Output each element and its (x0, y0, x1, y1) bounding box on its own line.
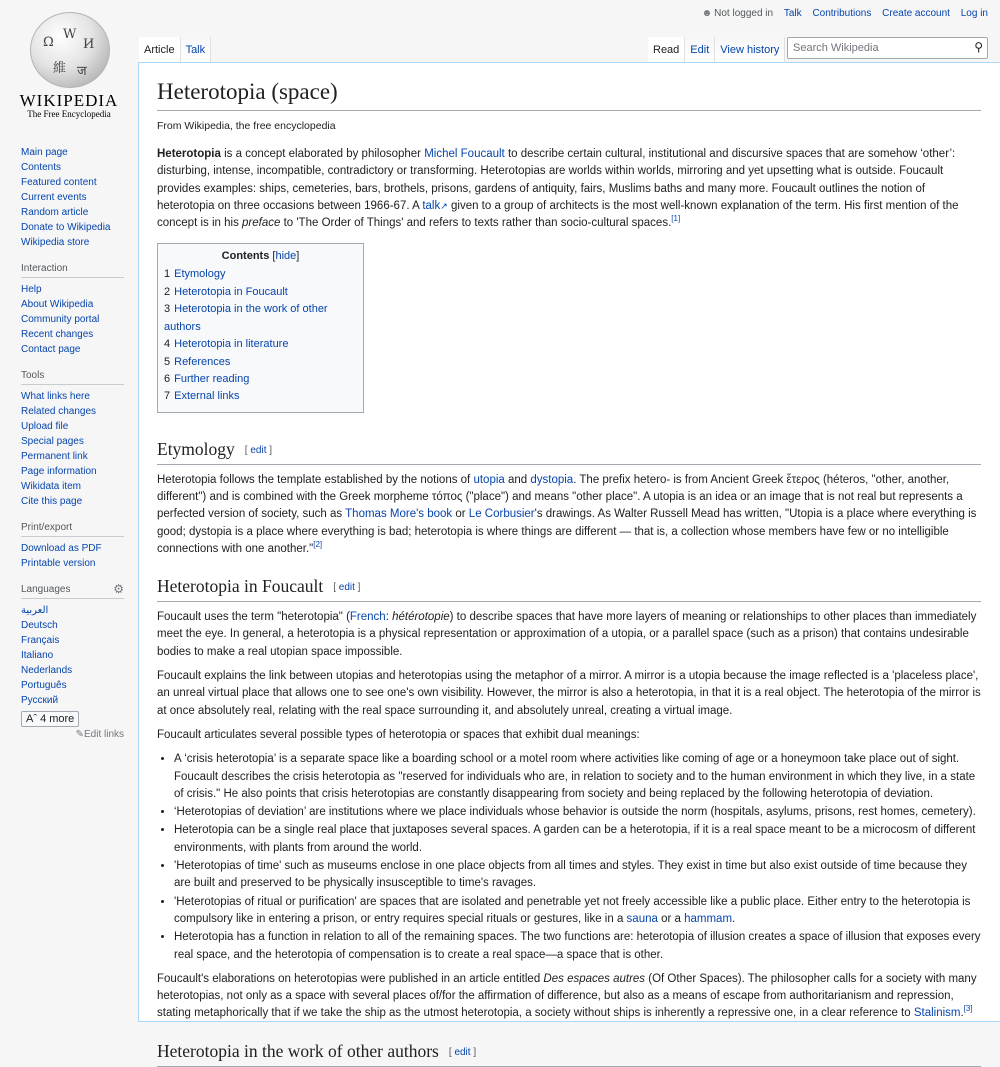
sidebar-language-link[interactable]: العربية (21, 605, 49, 616)
michel-foucault-link[interactable]: Michel Foucault (424, 148, 505, 160)
reference-2[interactable]: [2] (313, 540, 323, 550)
site-subtitle: From Wikipedia, the free encyclopedia (157, 120, 336, 132)
toc-item[interactable] (164, 354, 357, 371)
sidebar-language-item (21, 633, 124, 648)
foucault-paragraph-4 (157, 971, 981, 1023)
foucault-paragraph-3: Foucault articulates several possible types of heterotopia or spaces that exhibit dual meanings: (157, 728, 640, 741)
edit-links[interactable] (21, 729, 124, 740)
sidebar-nav-link[interactable]: Main page (21, 147, 68, 158)
sidebar-tools-link[interactable]: What links here (21, 391, 90, 402)
namespace-tabs (139, 37, 211, 62)
sidebar-tools-link[interactable]: Wikidata item (21, 481, 82, 492)
sidebar-language-link[interactable]: Deutsch (21, 620, 58, 631)
sidebar-nav-item (21, 145, 124, 160)
text: to 'The Order of Things' and refers to texts rather than socio-cultural spaces. (280, 217, 672, 230)
sidebar-print-item (21, 556, 124, 571)
reference-1[interactable]: [1] (671, 214, 681, 224)
edit-other-authors-link[interactable]: edit (454, 1046, 471, 1058)
le-corbusier-link[interactable]: Le Corbusier (468, 508, 535, 521)
sidebar-tools-item (21, 419, 124, 434)
text: given to a group of architects is the most well-known explanation of the term. His first mention of the concept is in his (157, 199, 959, 230)
sidebar-interaction-item (21, 282, 124, 297)
toc-link[interactable]: Heterotopia in literature (174, 338, 289, 351)
search-box (787, 37, 988, 59)
sidebar-nav-link[interactable]: Random article (21, 207, 89, 218)
talk-link[interactable]: Talk (783, 8, 802, 19)
sidebar-interaction-item (21, 312, 124, 327)
dystopia-link[interactable]: dystopia (530, 473, 574, 486)
toc-number: 3 (164, 303, 171, 316)
search-input[interactable] (788, 38, 963, 58)
text: to describe certain cultural, institutional and discursive spaces that are somehow ‘other’: disturbing, intense, incompatible, contradictory or transforming. Heterotopias are worlds within worlds, mirroring and yet upsetting what is outside. Foucault provides examples: ships, cemeteries, bars, brothels, prisons, gardens of antiquity, fairs, Muslims baths and many more. Foucault outlines the notion of heterotopia on three occasions between 1966-67. A (157, 148, 956, 212)
tools-heading: Tools (21, 370, 124, 385)
tab-read[interactable]: Read (648, 37, 685, 62)
languages-heading-label: Languages (21, 584, 71, 595)
text-italic: hétérotopie (392, 611, 450, 624)
sidebar-tools-link[interactable]: Permanent link (21, 451, 88, 462)
text: is a concept elaborated by philosopher (220, 148, 425, 160)
text: . The prefix hetero- is from Ancient Greek ἕτερος (héteros, "other, another, different") and is combined with the Greek morpheme τόπος ("place") and means "other place". A utopia is an idea or an image that is not real but represents a perfected version of society, such as (157, 473, 963, 521)
text: ) to describe spaces that have more layers of meaning or relationships to other places than immediately meet the eye. In general, a heterotopia is a physical representation or approximation of a utopia, or a parallel space (such as a prison) that contains undesirable bodies to make a real utopian space impossible. (157, 611, 977, 658)
sauna-link[interactable]: sauna (626, 912, 658, 925)
main-content (138, 62, 1000, 1061)
tab-view-history[interactable]: View history (715, 37, 785, 62)
edit-links-label: Edit links (83, 729, 124, 740)
text: (Of Other Spaces). The philosopher calls for a society with many heterotopias, not only as a space with several places of/for the affirmation of difference, but also as a means of escape from authoritarianism and repression, stating metaphorically that if we take the ship as the utmost heterotopia, a society without ships is inherently a repressive one, in a clear reference to (157, 972, 977, 1020)
toc-item[interactable] (164, 388, 357, 405)
sidebar-tools-item (21, 389, 124, 404)
sidebar-tools-item (21, 434, 124, 449)
view-tabs (648, 37, 785, 62)
sidebar-language-link[interactable]: Português (21, 680, 67, 691)
not-logged-in-text: Not logged in (714, 8, 774, 19)
sidebar-print-link[interactable]: Download as PDF (21, 543, 102, 554)
text: or (452, 508, 469, 521)
list-item: • Heterotopia can be a single real place that juxtaposes several spaces. A garden can be a heterotopia, if it is a real space meant to be a microcosm of different environments, with plants from around the world. (174, 822, 981, 857)
toc-link[interactable]: External links (174, 390, 240, 403)
toc-item[interactable] (164, 336, 357, 353)
section-heading-foucault (157, 575, 981, 602)
sidebar-tools-item (21, 449, 124, 464)
sidebar-nav-link[interactable]: Current events (21, 192, 87, 203)
reference-3[interactable]: [3] (963, 1004, 973, 1014)
table-of-contents (157, 243, 364, 412)
sidebar-nav-item (21, 235, 124, 250)
sidebar-tools-link[interactable]: Page information (21, 466, 97, 477)
toc-item[interactable] (164, 284, 357, 301)
sidebar-language-item (21, 603, 124, 618)
logo-tagline: The Free Encyclopedia (27, 109, 111, 119)
hammam-link[interactable]: hammam (684, 912, 733, 925)
more-languages-label: 4 more (40, 713, 75, 725)
more-languages-button[interactable] (21, 711, 79, 727)
sidebar-language-link[interactable]: Nederlands (21, 665, 73, 676)
heading-label: Etymology (157, 438, 235, 459)
sidebar-language-link[interactable]: Italiano (21, 650, 54, 661)
navigation-portal (21, 145, 124, 250)
sidebar-language-link[interactable]: Русский (21, 695, 59, 706)
text-italic: Des espaces autres (543, 972, 646, 985)
text: 's drawings. As Walter Russell Mead has written, "Utopia is a place where everything is good; dystopia is a place where everything is bad; heterotopia is where things are different — that is, a collection whose members have few or no intelligible connections with one another." (157, 508, 977, 555)
text-italic: preface (242, 217, 281, 230)
sidebar-tools-item (21, 479, 124, 494)
gear-icon[interactable]: ⚙ (113, 582, 124, 596)
sidebar-language-link[interactable]: Français (21, 635, 60, 646)
puzzle-globe-icon: Ω W И 維 ज (30, 12, 110, 88)
foucault-paragraph-2: Foucault explains the link between utopias and heterotopias using the metaphor of a mirror. A mirror is a utopia because the image reflected is a 'placeless place', an unreal virtual place that allows one to see one's own visibility. However, the mirror is also a heterotopia, in that it is a real object. The heterotopia of the mirror is at once absolutely real, relating with the real space surrounding it, and absolutely unreal, creating a virtual image. (157, 670, 981, 717)
languages-heading (21, 584, 124, 599)
toc-item[interactable] (164, 371, 357, 388)
heading-label: Heterotopia in Foucault (157, 576, 324, 597)
text: or a (657, 912, 685, 925)
sidebar-nav-item (21, 190, 124, 205)
sidebar-nav-item (21, 160, 124, 175)
toc-item[interactable] (164, 301, 357, 336)
sidebar-interaction-link[interactable]: Community portal (21, 314, 100, 325)
text: Heterotopia follows the template established by the notions of (157, 473, 474, 486)
sidebar-tools-link[interactable]: Special pages (21, 436, 84, 447)
utopia-link[interactable]: utopia (473, 473, 505, 486)
interaction-portal (21, 263, 124, 357)
tab-edit[interactable]: Edit (685, 37, 715, 62)
text: and (504, 473, 531, 486)
toc-link[interactable]: Heterotopia in the work of other authors (164, 303, 328, 333)
wikipedia-logo[interactable] (0, 0, 138, 130)
sidebar-tools-link[interactable]: Upload file (21, 421, 69, 432)
sidebar-tools-item (21, 404, 124, 419)
french-link[interactable]: French (349, 611, 386, 624)
sidebar-language-item (21, 678, 124, 693)
toc-title-label: Contents (221, 250, 270, 263)
stalinism-link[interactable]: Stalinism (913, 1007, 961, 1020)
sidebar-interaction-link[interactable]: Contact page (21, 344, 81, 355)
toc-link[interactable]: Etymology (174, 268, 226, 281)
sidebar-interaction-item (21, 342, 124, 357)
text: : (385, 611, 393, 624)
list-item: • Heterotopia has a function in relation to all of the remaining spaces. The two functions are: heterotopia of illusion creates a space of illusion that exposes every real space, and the heterotopia of compensation is to create a real space—a space that is other. (174, 929, 981, 964)
text: 'Heterotopias of ritual or purification' are spaces that are isolated and penetrable yet not freely accessible like a public place. Either entry to the heterotopia is compulsory like in entering a prison, or entry requires special rituals or gestures, like in a (174, 895, 971, 925)
sidebar-nav-link[interactable]: Wikipedia store (21, 237, 90, 248)
toc-number: 1 (164, 268, 171, 281)
toc-hide-link[interactable]: hide (275, 250, 297, 263)
sidebar-nav-item (21, 220, 124, 235)
thomas-more-link[interactable]: Thomas More's book (345, 508, 453, 521)
tab-talk[interactable]: Talk (181, 37, 212, 62)
intro-paragraph (157, 146, 981, 232)
toc-number: 6 (164, 372, 171, 385)
text: Foucault's elaborations on heterotopias were published in an article entitled (157, 972, 544, 985)
sidebar-interaction-link[interactable]: Help (21, 284, 42, 295)
edit-section: [ edit ] (333, 582, 361, 594)
contributions-link[interactable]: Contributions (812, 8, 872, 19)
toc-link[interactable]: References (174, 355, 231, 368)
text: . (960, 1007, 964, 1020)
pencil-icon: ✎ (75, 729, 84, 740)
list-item (174, 894, 981, 929)
text: . (732, 912, 736, 925)
sidebar-nav-item (21, 175, 124, 190)
section-heading-other-authors (157, 1040, 981, 1067)
sidebar-print-link[interactable]: Printable version (21, 558, 96, 569)
toc-number: 4 (164, 338, 171, 351)
print-heading: Print/export (21, 522, 124, 537)
heterotopia-types-list (157, 751, 981, 964)
sidebar-tools-item (21, 494, 124, 509)
sidebar-language-item (21, 663, 124, 678)
tools-portal (21, 370, 124, 509)
user-icon: ☻ (701, 8, 713, 19)
toc-number: 7 (164, 390, 171, 403)
list-item: • A ‘crisis heterotopia’ is a separate space like a boarding school or a motel room where activities like coming of age or a honeymoon take place out of sight. Foucault describes the crisis heterotopia as "reserved for individuals who are, in relation to society and to the human environment in which they live, in a state of crisis." He also points that crisis heterotopias are constantly disappearing from society and being replaced by the following heterotopia of deviation. (174, 751, 981, 803)
sidebar-print-item (21, 541, 124, 556)
sidebar-interaction-link[interactable]: Recent changes (21, 329, 94, 340)
sidebar-language-item (21, 693, 124, 708)
edit-section: [ edit ] (244, 444, 273, 456)
create-account-link[interactable]: Create account (882, 8, 950, 19)
edit-etymology-link[interactable]: edit (250, 444, 267, 456)
toc-title: Contents [hide] (221, 250, 300, 263)
sidebar-language-item (21, 618, 124, 633)
sidebar-tools-item (21, 464, 124, 479)
toc-link[interactable]: Heterotopia in Foucault (174, 285, 288, 298)
sidebar-nav-item (21, 205, 124, 220)
sidebar-interaction-link[interactable]: About Wikipedia (21, 299, 94, 310)
sidebar-nav-link[interactable]: Featured content (21, 177, 97, 188)
toc-item[interactable] (164, 266, 357, 283)
page-title: Heterotopia (space) (157, 77, 981, 111)
edit-section: [ edit ] (448, 1046, 477, 1058)
tab-article[interactable]: Article (139, 37, 181, 62)
intro-bold-term: Heterotopia (157, 148, 221, 160)
sidebar-nav-link[interactable]: Contents (21, 162, 62, 173)
interaction-heading: Interaction (21, 263, 124, 278)
toc-link[interactable]: Further reading (174, 372, 250, 385)
languages-portal (21, 584, 124, 740)
translate-icon: Aˆ (26, 713, 37, 725)
search-icon[interactable]: ⚲ (974, 40, 983, 54)
sidebar (21, 145, 124, 753)
section-heading-etymology (157, 438, 981, 465)
sidebar-interaction-item (21, 327, 124, 342)
edit-foucault-link[interactable]: edit (338, 582, 355, 594)
heading-label: Heterotopia in the work of other authors (157, 1040, 439, 1061)
toc-number: 5 (164, 355, 171, 368)
logo-wordmark: WIKIPEDIA (19, 91, 119, 110)
sidebar-tools-link[interactable]: Cite this page (21, 496, 83, 507)
log-in-link[interactable]: Log in (960, 8, 988, 19)
sidebar-nav-link[interactable]: Donate to Wikipedia (21, 222, 111, 233)
talk-external-link[interactable]: talk (422, 199, 441, 212)
toc-number: 2 (164, 285, 171, 298)
sidebar-tools-link[interactable]: Related changes (21, 406, 97, 417)
etymology-paragraph (157, 472, 981, 558)
print-portal (21, 522, 124, 571)
personal-tools (702, 8, 988, 19)
sidebar-interaction-item (21, 297, 124, 312)
sidebar-language-item (21, 648, 124, 663)
list-item: • ‘Heterotopias of deviation’ are institutions where we place individuals whose behavior is outside the norm (hospitals, asylums, prisons, rest homes, cemetery). (174, 804, 981, 821)
external-link-icon: ↗ (440, 200, 448, 211)
text: Foucault uses the term "heterotopia" ( (157, 611, 350, 624)
list-item: • 'Heterotopias of time' such as museums enclose in one place objects from all times and styles. They exist in time but also exist outside of time because they are built and preserved to be physically insusceptible to time's ravages. (174, 858, 981, 893)
foucault-paragraph-1 (157, 609, 981, 661)
